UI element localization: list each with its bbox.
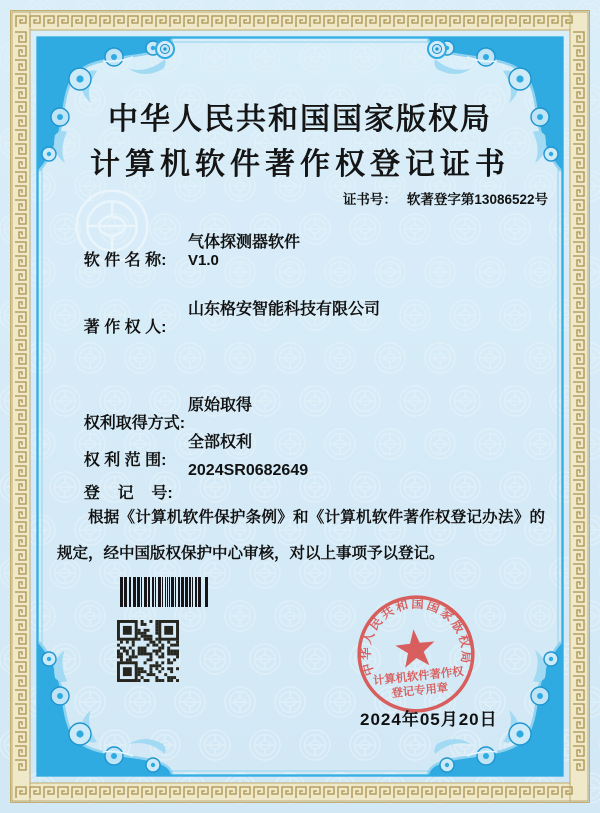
registration-statement: 根据《计算机软件保护条例》和《计算机软件著作权登记办法》的规定，经中国版权保护中心审核，对以上事项予以登记。 [57,509,545,562]
field-label: 软 件 名 称: [83,252,167,269]
issue-date: 2024年05月20日 [360,710,498,729]
page-title-line1: 中华人民共和国国家版权局 [108,103,492,136]
star-icon [394,627,437,668]
field-label: 著 作 权 人: [83,319,167,336]
software-version: V1.0 [188,252,219,269]
seal-line1: 计算机软件著作权 [372,665,465,688]
official-seal [348,586,484,722]
barcode-image [120,577,208,607]
field-value: 气体探测器软件 [188,234,301,251]
seal-arc-text: 中华人民共和国国家版权局 [358,596,474,678]
field-label: 登 记 号: [83,485,173,502]
field-value: 全部权利 [188,434,253,451]
field-value: 2024SR0682649 [188,462,309,479]
seal-line2: 登记专用章 [391,682,449,701]
cert-number-label: 证书号： [342,192,397,207]
page-title-line2: 计算机软件著作权登记证书 [90,148,510,181]
field-value: 原始取得 [188,397,253,414]
field-row-copyright-owner [66,296,536,373]
cert-number-value: 软著登字第13086522号 [406,192,548,207]
field-label: 权利取得方式: [83,415,186,432]
field-label: 权 利 范 围: [83,452,167,469]
field-row-software-name [66,229,536,306]
qr-code-image [117,620,179,682]
cert-number-line [343,188,548,208]
field-value: 山东格安智能科技有限公司 [188,301,381,318]
